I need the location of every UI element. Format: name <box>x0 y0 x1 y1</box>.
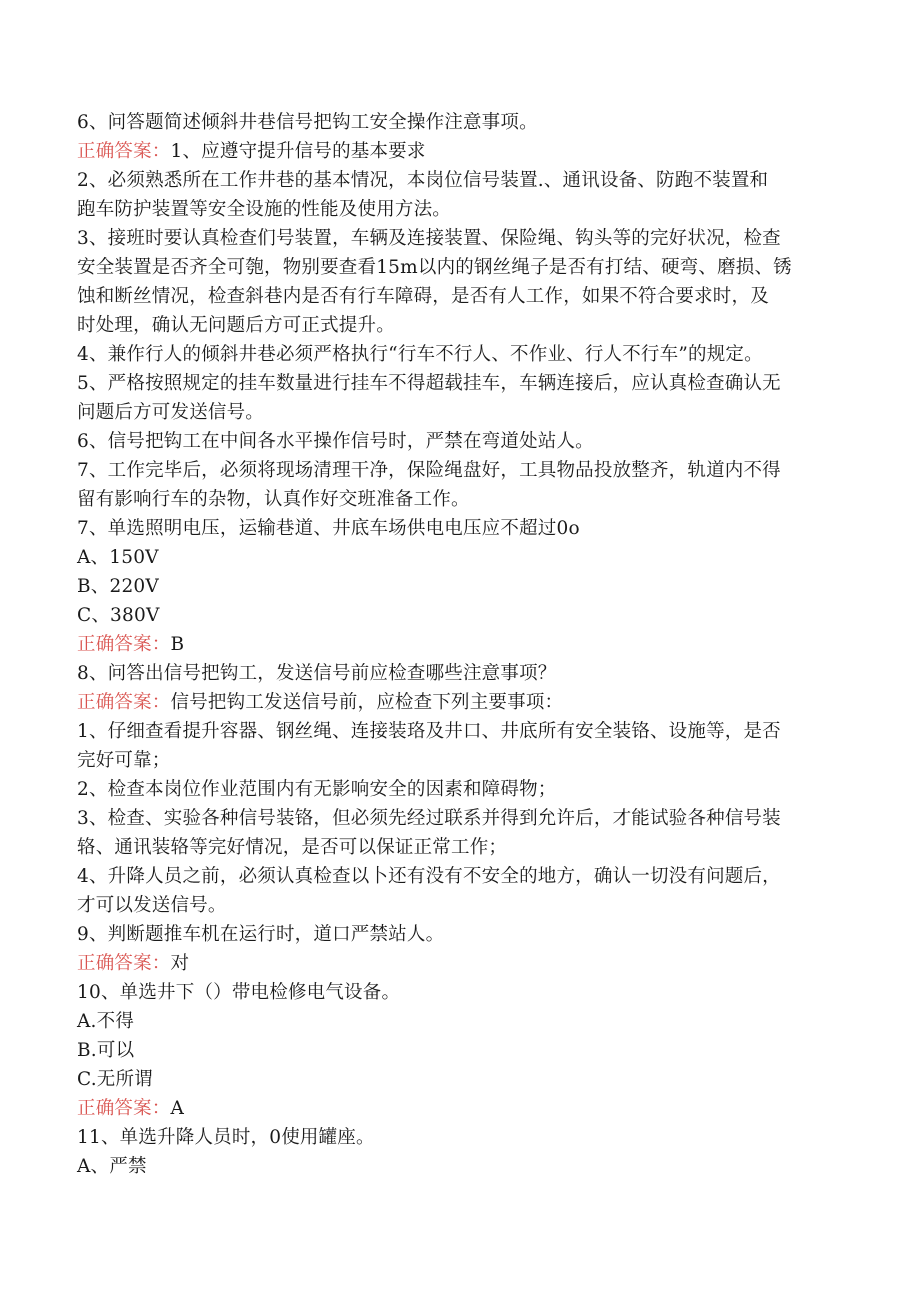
text-line: 6、问答题简述倾斜井巷信号把钩工安全操作注意事项。 <box>77 112 538 133</box>
text-line: 10、单选井下（）带电检修电气设备。 <box>77 982 401 1003</box>
text-line: 跑车防护装置等安全设施的性能及使用方法。 <box>77 199 452 220</box>
text-line: 3、接班时要认真检查们号装置，车辆及连接装置、保险绳、钩头等的完好状况，检查 <box>77 228 781 249</box>
option-line: B.可以 <box>77 1040 135 1061</box>
text-line: 才可以发送信号。 <box>77 895 227 916</box>
answer-label: 正确答案： <box>77 634 171 655</box>
answer-value: 1、应遵守提升信号的基本要求 <box>170 141 426 162</box>
answer-value: 对 <box>170 953 190 974</box>
answer-line <box>77 688 837 717</box>
answer-label: 正确答案： <box>77 1098 171 1119</box>
text-line: 4、兼作行人的倾斜井巷必须严格执行“行车不行人、不作业、行人不行车”的规定。 <box>77 344 763 365</box>
text-line: 2、必须熟悉所在工作井巷的基本情况，本岗位信号装置.、通讯设备、防跑不装置和 <box>77 170 769 191</box>
text-line: 1、仔细查看提升容器、钢丝绳、连接装珞及井口、井底所有安全装铬、设施等，是否 <box>77 721 781 742</box>
text-line: 7、工作完毕后，必须将现场清理干净，保险绳盘好，工具物品投放整齐，轨道内不得 <box>77 460 781 481</box>
text-line: 11、单选升降人员时，0使用罐座。 <box>77 1127 375 1148</box>
answer-label: 正确答案： <box>77 692 171 713</box>
text-line: 问题后方可发送信号。 <box>77 402 265 423</box>
answer-line <box>77 630 837 659</box>
text-line: 辂、通讯装辂等完好情况，是否可以保证正常工作； <box>77 837 508 858</box>
answer-label: 正确答案： <box>77 141 171 162</box>
option-line: B、220V <box>77 576 159 597</box>
document-body <box>77 108 837 1181</box>
answer-line <box>77 949 837 978</box>
text-line: 8、问答出信号把钩工，发送信号前应检查哪些注意事项？ <box>77 663 557 684</box>
text-line: 安全装置是否齐全可匏，物别要查看15m以内的钢丝绳子是否有打结、硬弯、磨损、锈 <box>77 257 792 278</box>
text-line: 留有影响行车的杂物，认真作好交班准备工作。 <box>77 489 470 510</box>
text-line: 9、判断题推车机在运行时，道口严禁站人。 <box>77 924 445 945</box>
text-line: 3、检查、实验各种信号装铬，但必须先经过联系并得到允许后，才能试验各种信号装 <box>77 808 781 829</box>
answer-label: 正确答案： <box>77 953 171 974</box>
option-line: A、严禁 <box>77 1156 147 1177</box>
answer-value: A <box>170 1098 185 1119</box>
answer-line <box>77 137 837 166</box>
option-line: A.不得 <box>77 1011 135 1032</box>
option-line: C、380V <box>77 605 160 626</box>
option-line: C.无所谓 <box>77 1069 153 1090</box>
text-line: 4、升降人员之前，必须认真检查以卜还有没有不安全的地方，确认一切没有问题后， <box>77 866 781 887</box>
answer-value: 信号把钩工发送信号前，应检查下列主要事项： <box>170 692 564 713</box>
answer-value: B <box>170 634 185 655</box>
text-line: 2、检查本岗位作业范围内有无影响安全的因素和障碍物； <box>77 779 557 800</box>
text-line: 完好可靠； <box>77 750 171 771</box>
text-line: 7、单选照明电压，运输巷道、井底车场供电电压应不超过0o <box>77 518 580 539</box>
option-line: A、150V <box>77 547 159 568</box>
answer-line <box>77 1094 837 1123</box>
text-line: 蚀和断丝情况，检查斜巷内是否有行车障碍，是否有人工作，如果不符合要求时，及 <box>77 286 769 307</box>
text-line: 6、信号把钩工在中间各水平操作信号时，严禁在弯道处站人。 <box>77 431 594 452</box>
text-line: 时处理，确认无问题后方可正式提升。 <box>77 315 395 336</box>
text-line: 5、严格按照规定的挂车数量进行挂车不得超载挂车，车辆连接后，应认真检查确认无 <box>77 373 781 394</box>
